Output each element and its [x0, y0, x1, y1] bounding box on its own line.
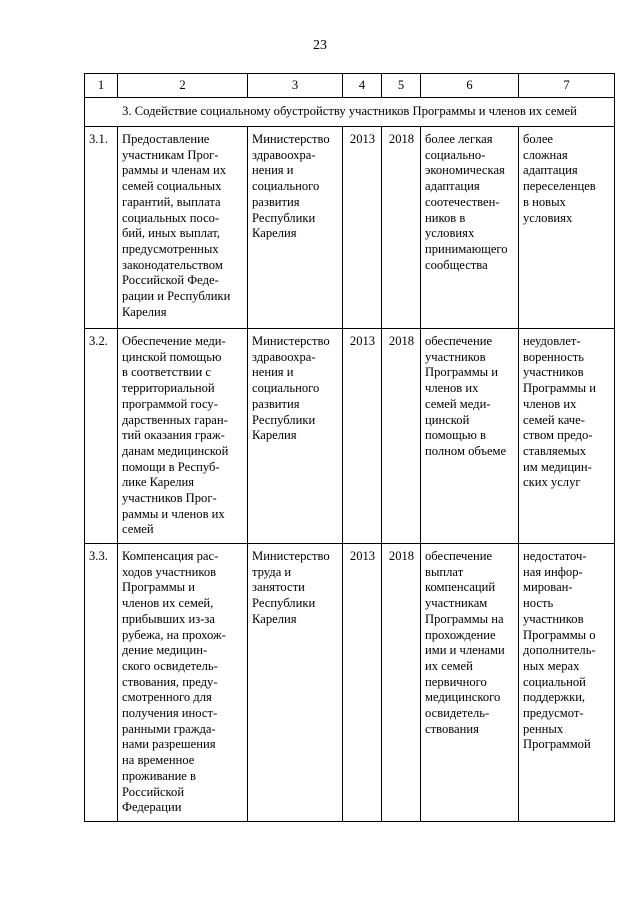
activity-cell: Компенсация рас- ходов участников Программы и членов их семей, прибывших из-за рубежа, на прохож- дение медицин- ского освидетель- ствования, преду- смотренного для получения иност- ранными гражда- нами разрешения на временное проживание в Российской Федерации: [118, 544, 248, 822]
column-number-cell: 2: [118, 74, 248, 98]
risk-cell: недостаточ- ная инфор- мирован- ность участников Программы о дополнитель- ных мерах социальной поддержки, предусмот- ренных Программой: [519, 544, 615, 822]
table-row: [85, 329, 615, 544]
table-row: [85, 544, 615, 822]
column-number-cell: 7: [519, 74, 615, 98]
expected-result-cell: обеспечение участников Программы и членов их семей меди- цинской помощью в полном объеме: [421, 329, 519, 544]
table-row: [85, 127, 615, 329]
start-year-cell: 2013: [343, 544, 382, 822]
column-number-cell: 4: [343, 74, 382, 98]
section-heading-row: [85, 98, 615, 127]
item-number: 3.3.: [85, 544, 118, 822]
end-year-cell: 2018: [382, 127, 421, 329]
column-number-cell: 5: [382, 74, 421, 98]
item-number: 3.2.: [85, 329, 118, 544]
executor-cell: Министерство здравоохра- нения и социального развития Республики Карелия: [248, 127, 343, 329]
page-number: 23: [313, 38, 327, 53]
activity-cell: Обеспечение меди- цинской помощью в соответствии с территориальной программой госу- дарственных гаран- тий оказания граж- данам медицинской помощи в Респуб- лике Карелия участников Прог- раммы и членов их семей: [118, 329, 248, 544]
column-number-cell: 1: [85, 74, 118, 98]
section-title: 3. Содействие социальному обустройству участников Программы и членов их семей: [85, 98, 615, 127]
activity-cell: Предоставление участникам Прог- раммы и членам их семей социальных гарантий, выплата социальных посо- бий, иных выплат, предусмотренных законодательством Российской Феде- рации и Республики Карелия: [118, 127, 248, 329]
column-number-row: [85, 74, 615, 98]
end-year-cell: 2018: [382, 544, 421, 822]
start-year-cell: 2013: [343, 329, 382, 544]
executor-cell: Министерство здравоохра- нения и социального развития Республики Карелия: [248, 329, 343, 544]
expected-result-cell: обеспечение выплат компенсаций участникам Программы на прохождение ими и членами их семей первичного медицинского освидетель- ствования: [421, 544, 519, 822]
risk-cell: более сложная адаптация переселенцев в новых условиях: [519, 127, 615, 329]
item-number: 3.1.: [85, 127, 118, 329]
program-measures-table: [84, 73, 615, 822]
column-number-cell: 3: [248, 74, 343, 98]
expected-result-cell: более легкая социально- экономическая адаптация соотечествен- ников в условиях принимающего сообщества: [421, 127, 519, 329]
risk-cell: неудовлет- воренность участников Программы и членов их семей каче- ством предо- ставляемых им медицин- ских услуг: [519, 329, 615, 544]
column-number-cell: 6: [421, 74, 519, 98]
start-year-cell: 2013: [343, 127, 382, 329]
end-year-cell: 2018: [382, 329, 421, 544]
executor-cell: Министерство труда и занятости Республики Карелия: [248, 544, 343, 822]
